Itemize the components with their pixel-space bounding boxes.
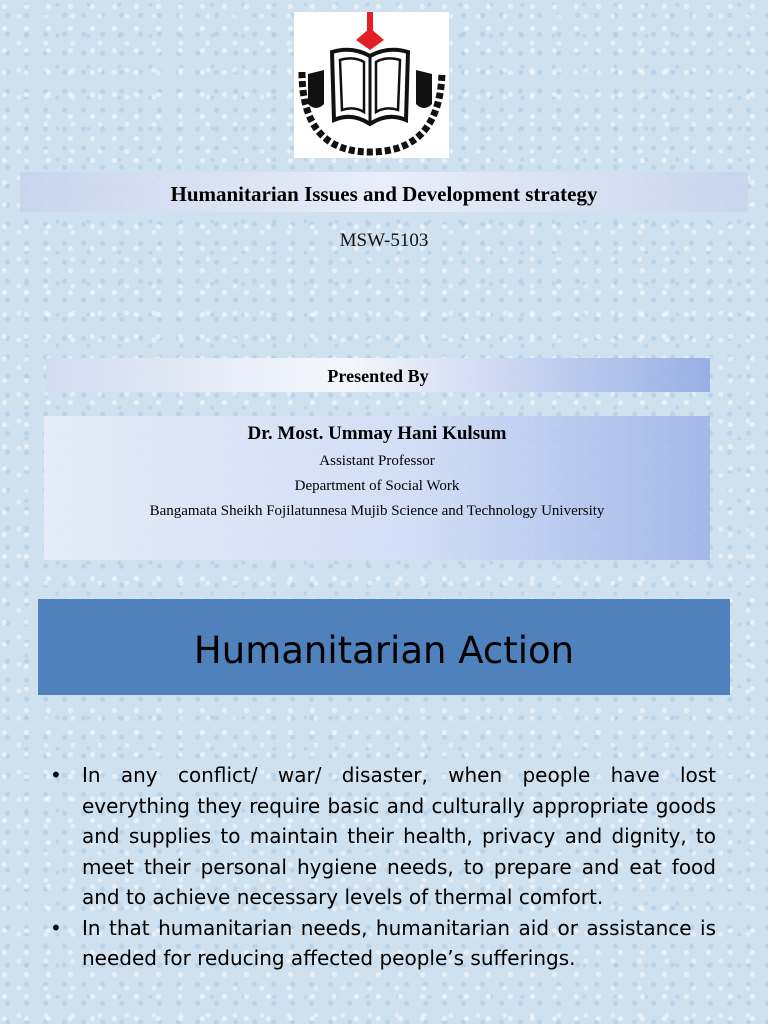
presented-by-label: Presented By xyxy=(327,366,429,386)
logo-red-diamond xyxy=(356,28,384,50)
page-title: Humanitarian Issues and Development strategy xyxy=(170,182,598,206)
presenter-name: Dr. Most. Ummay Hani Kulsum xyxy=(247,423,507,444)
section-title: Humanitarian Action xyxy=(193,629,575,672)
presented-by-band xyxy=(46,358,710,392)
bullet-marker: • xyxy=(50,763,62,787)
presenter-department: Department of Social Work xyxy=(294,478,460,494)
title-band xyxy=(20,172,748,212)
presenter-position: Assistant Professor xyxy=(319,453,435,469)
list-item xyxy=(48,913,716,974)
bullet-text: In that humanitarian needs, humanitarian aid or assistance is needed for reducing affected people’s sufferings. xyxy=(82,915,716,970)
presenter-info xyxy=(44,416,710,560)
presenter-university: Bangamata Sheikh Fojilatunnesa Mujib Science and Technology University xyxy=(149,503,605,519)
bullet-list xyxy=(48,760,716,974)
logo-right-shield xyxy=(416,70,432,108)
logo-emblem xyxy=(294,12,449,158)
logo-left-shield xyxy=(308,70,324,108)
section-header xyxy=(38,599,730,695)
course-code: MSW-5103 xyxy=(339,230,429,251)
bullet-text: In any conflict/ war/ disaster, when people have lost everything they require basic and culturally appropriate goods and supplies to maintain their health, privacy and dignity, to meet their personal hygiene needs, to prepare and eat food and to achieve necessary levels of thermal comfort. xyxy=(82,763,716,909)
university-logo xyxy=(294,12,449,158)
list-item xyxy=(48,760,716,913)
bullet-marker: • xyxy=(50,915,62,940)
